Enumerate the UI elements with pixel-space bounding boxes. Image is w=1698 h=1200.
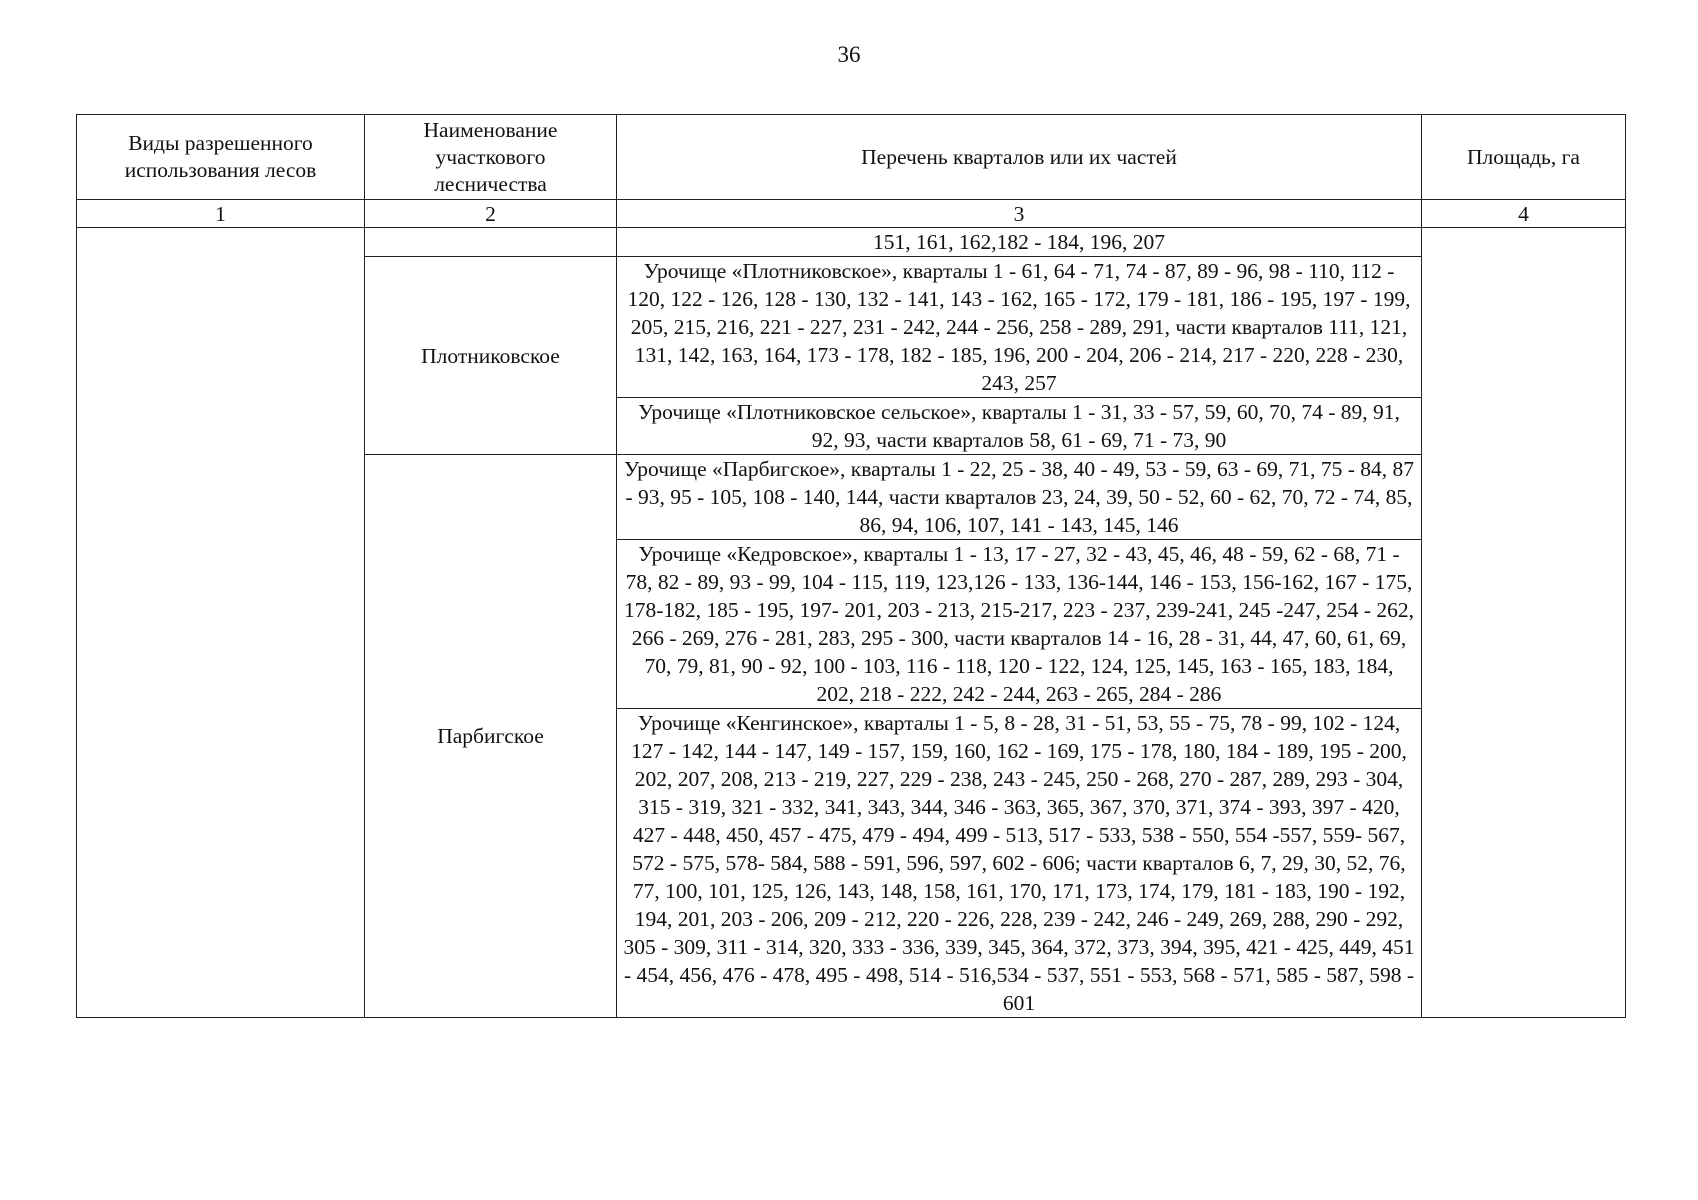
header-cell: Виды разрешенного использования лесов <box>77 115 365 200</box>
quarters-cell: 151, 161, 162,182 - 184, 196, 207 <box>617 228 1422 257</box>
quarters-cell: Урочище «Кедровское», кварталы 1 - 13, 17 - 27, 32 - 43, 45, 46, 48 - 59, 62 - 68, 71 - 78, 82 - 89, 93 - 99, 104 - 115, 119, 123,126 - 133, 136-144, 146 - 153, 156-162, 167 - 175, 178-182, 185 - 195, 197- 201, 203 - 213, 215-217, 223 - 237, 239-241, 245 -247, 254 - 262, 266 - 269, 276 - 281, 283, 295 - 300, части кварталов 14 - 16, 28 - 31, 44, 47, 60, 61, 69, 70, 79, 81, 90 - 92, 100 - 103, 116 - 118, 120 - 122, 124, 125, 145, 163 - 165, 183, 184, 202, 218 - 222, 242 - 244, 263 - 265, 284 - 286 <box>617 540 1422 709</box>
column-number-row <box>77 200 1626 228</box>
forestry-name-parbigskoe: Парбигское <box>365 455 617 1018</box>
header-cell: Наименование участкового лесничества <box>365 115 617 200</box>
area-cell <box>1422 228 1626 1018</box>
forestry-name-plotnikovskoe: Плотниковское <box>365 257 617 455</box>
usage-type-cell <box>77 228 365 1018</box>
quarters-cell: Урочище «Плотниковское», кварталы 1 - 61, 64 - 71, 74 - 87, 89 - 96, 98 - 110, 112 - 120, 122 - 126, 128 - 130, 132 - 141, 143 - 162, 165 - 172, 179 - 181, 186 - 195, 197 - 199, 205, 215, 216, 221 - 227, 231 - 242, 244 - 256, 258 - 289, 291, части кварталов 111, 121, 131, 142, 163, 164, 173 - 178, 182 - 185, 196, 200 - 204, 206 - 214, 217 - 220, 228 - 230, 243, 257 <box>617 257 1422 398</box>
header-cell: Площадь, га <box>1422 115 1626 200</box>
quarters-cell: Урочище «Парбигское», кварталы 1 - 22, 25 - 38, 40 - 49, 53 - 59, 63 - 69, 71, 75 - 84, 87 - 93, 95 - 105, 108 - 140, 144, части кварталов 23, 24, 39, 50 - 52, 60 - 62, 70, 72 - 74, 85, 86, 94, 106, 107, 141 - 143, 145, 146 <box>617 455 1422 540</box>
column-number-cell: 3 <box>617 200 1422 228</box>
column-number-cell: 1 <box>77 200 365 228</box>
column-number-cell: 4 <box>1422 200 1626 228</box>
column-number-cell: 2 <box>365 200 617 228</box>
table-header-row <box>77 115 1626 200</box>
forest-quarters-table <box>76 114 1626 1018</box>
header-cell: Перечень кварталов или их частей <box>617 115 1422 200</box>
quarters-cell: Урочище «Кенгинское», кварталы 1 - 5, 8 - 28, 31 - 51, 53, 55 - 75, 78 - 99, 102 - 124, 127 - 142, 144 - 147, 149 - 157, 159, 160, 162 - 169, 175 - 178, 180, 184 - 189, 195 - 200, 202, 207, 208, 213 - 219, 227, 229 - 238, 243 - 245, 250 - 268, 270 - 287, 289, 293 - 304, 315 - 319, 321 - 332, 341, 343, 344, 346 - 363, 365, 367, 370, 371, 374 - 393, 397 - 420, 427 - 448, 450, 457 - 475, 479 - 494, 499 - 513, 517 - 533, 538 - 550, 554 -557, 559- 567, 572 - 575, 578- 584, 588 - 591, 596, 597, 602 - 606; части кварталов 6, 7, 29, 30, 52, 76, 77, 100, 101, 125, 126, 143, 148, 158, 161, 170, 171, 173, 174, 179, 181 - 183, 190 - 192, 194, 201, 203 - 206, 209 - 212, 220 - 226, 228, 239 - 242, 246 - 249, 269, 288, 290 - 292, 305 - 309, 311 - 314, 320, 333 - 336, 339, 345, 364, 372, 373, 394, 395, 421 - 425, 449, 451 - 454, 456, 476 - 478, 495 - 498, 514 - 516,534 - 537, 551 - 553, 568 - 571, 585 - 587, 598 - 601 <box>617 709 1422 1018</box>
page-number: 36 <box>837 42 861 67</box>
forestry-cell <box>365 228 617 257</box>
table-row <box>77 228 1626 257</box>
quarters-cell: Урочище «Плотниковское сельское», кварталы 1 - 31, 33 - 57, 59, 60, 70, 74 - 89, 91, 92, 93, части кварталов 58, 61 - 69, 71 - 73, 90 <box>617 398 1422 455</box>
